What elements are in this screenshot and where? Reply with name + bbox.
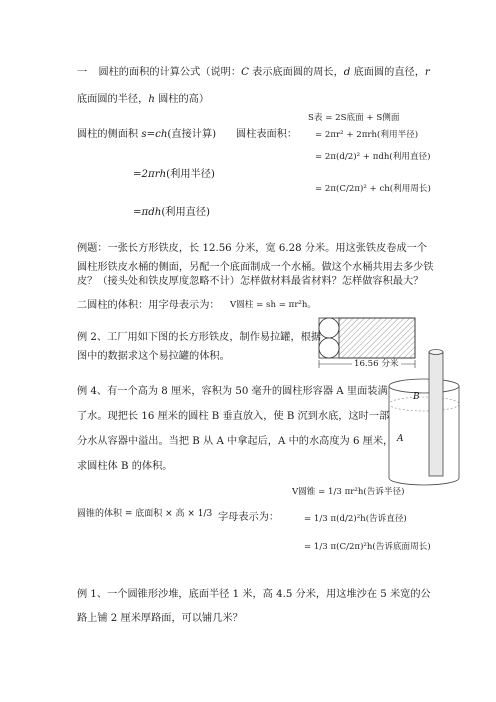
example2-line1: 例 2、工厂用如下图的长方形铁皮，制作易拉罐，根据	[77, 332, 322, 343]
heading-number: 一	[77, 67, 88, 78]
side-area-label	[77, 128, 216, 142]
example4-line3: 分水从容器中溢出。当把 B 从 A 中拿起后，A 中的水高度为 6 厘米，	[77, 436, 394, 447]
heading-text-2: 表示底面圆的周长，	[248, 67, 344, 78]
surface-formula-2: = 2π(d/2)² + πdh(利用直径)	[315, 152, 431, 162]
example4-line4: 求圆柱体 B 的体积。	[77, 461, 173, 472]
label-a: A	[397, 434, 404, 444]
var-c: C	[241, 67, 249, 78]
example1-line1: 例题：一张长方形铁皮，长 12.56 分米，宽 6.28 分米。用这张铁皮卷成一个	[77, 243, 428, 254]
label-b: B	[413, 392, 420, 402]
side-area-label-text: 圆柱的侧面积	[77, 129, 139, 140]
heading-line2-text: 底面圆的半径，	[77, 94, 149, 105]
side-area-f2	[133, 168, 215, 182]
side-area-f3	[133, 206, 210, 220]
side-area-f2-note: (利用半径)	[166, 169, 215, 180]
water-surface	[389, 397, 459, 411]
side-area-f2-formula: =2πrh	[133, 169, 167, 180]
heading-text-3: 底面圆的直径，	[350, 67, 425, 78]
cone-word-formula: 圆锥的体积 = 底面积 × 高 × 1/3	[77, 509, 213, 519]
var-r: r	[424, 67, 430, 78]
surface-formula-1: = 2πr² + 2πrh(利用半径)	[315, 130, 419, 140]
example4-figure	[384, 346, 464, 486]
rod-b-top	[429, 350, 443, 355]
example2-dimension-label: 16.56 分米	[354, 359, 399, 369]
section1-heading	[77, 66, 430, 80]
heading-line2-end: 圆柱的高）	[154, 94, 210, 105]
example-last-line1: 例 1、一个圆锥形沙堆，底面半径 1 米，高 4.5 分米，用这堆沙在 5 米宽的公	[77, 589, 431, 600]
section1-heading-line2	[77, 93, 209, 107]
rod-b	[429, 352, 443, 476]
example1-line2: 圆柱形铁皮水桶的侧面，另配一个底面制成一个水桶。做这个水桶共用去多少铁	[77, 262, 434, 273]
surface-formula-0: S表 = 2S底面 + S侧面	[308, 113, 400, 123]
example1-line3: 皮？（接头处和铁皮厚度忽略不计）怎样做材料最省材料？怎样做容积最大？	[77, 276, 424, 287]
cone-volume-f2: = 1/3 π(d/2)²h(告诉直径)	[304, 514, 407, 524]
var-h: h	[148, 94, 155, 105]
volume-label: 二圆柱的体积：用字母表示为：	[77, 300, 220, 311]
cone-letters-label: 字母表示为：	[218, 512, 280, 523]
example4-line2: 了水。现把长 16 厘米的圆柱 B 垂直放入，使 B 沉到水底，这时一部	[77, 411, 390, 422]
example2-line2: 图中的数据求这个易拉罐的体积。	[77, 351, 230, 362]
cone-volume-f1: V圆锥 = 1/3 πr²h(告诉半径)	[292, 487, 405, 497]
cone-volume-f3: = 1/3 π(C/2π)²h(告诉底面周长)	[304, 542, 431, 552]
can-base-circle	[319, 338, 339, 358]
example4-line1: 例 4、有一个高为 8 厘米，容积为 50 毫升的圆柱形容器 A 里面装满	[77, 386, 388, 397]
example-last-line2: 路上铺 2 厘米厚路面，可以铺几米？	[77, 613, 243, 624]
surface-formula-3: = 2π(C/2π)² + ch(利用周长)	[315, 184, 431, 194]
surface-area-label: 圆柱表面积：	[236, 129, 298, 140]
side-area-formula: s=ch	[141, 129, 168, 140]
volume-formula: V圆柱 = sh = πr²h。	[230, 300, 316, 310]
container-bottom	[389, 478, 459, 485]
var-d: d	[343, 67, 351, 78]
can-lid-circle	[319, 318, 339, 338]
container-top-rim	[389, 379, 459, 393]
side-area-f3-formula: =πdh	[133, 207, 162, 218]
side-area-f3-note: (利用直径)	[161, 207, 211, 218]
heading-text: 圆柱的面积的计算公式（说明：	[98, 67, 242, 78]
side-area-note: (直接计算)	[167, 129, 217, 140]
